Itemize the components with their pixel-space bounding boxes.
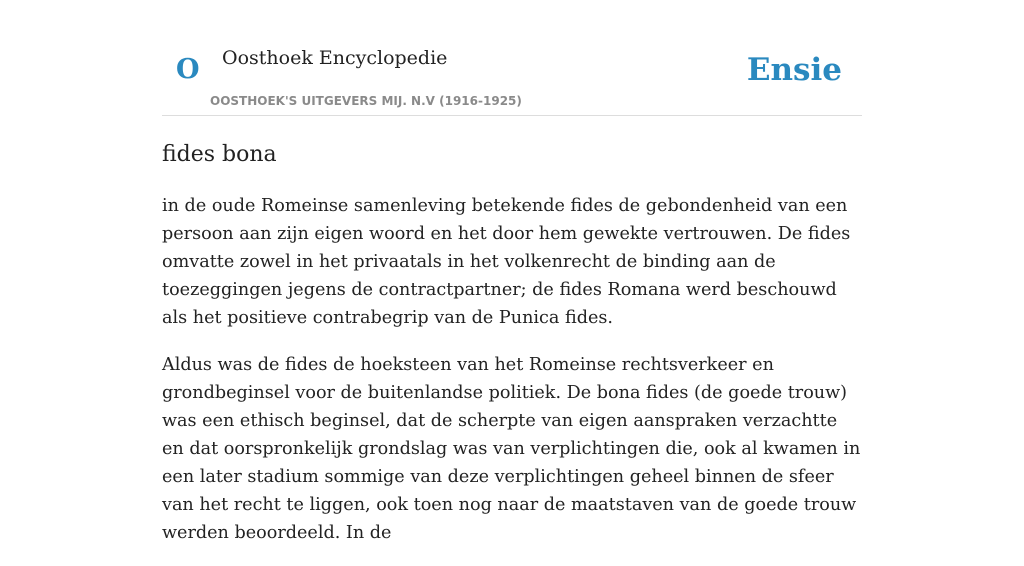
entry-body: [162, 192, 862, 566]
source-title[interactable]: Oosthoek Encyclopedie: [222, 47, 448, 69]
brand-logo[interactable]: Ensie: [746, 52, 842, 88]
paragraph: Aldus was de fides de hoeksteen van het Romeinse rechtsverkeer en grondbeginsel voor de buitenlandse politiek. De bona fides (de goede trouw) was een ethisch beginsel, dat de scherpte van eigen aanspraken verzachtte en dat oorspronkelijk grondslag was van verplichtingen die, ook al kwamen in een later stadium sommige van deze verplichtingen geheel binnen de sfeer van het recht te liggen, ook toen nog naar de maatstaven van de goede trouw werden beoordeeld. In de: [162, 355, 861, 543]
source-subtitle: OOSTHOEK'S UITGEVERS MIJ. N.V (1916-1925): [210, 94, 522, 108]
source-header: [162, 0, 862, 116]
source-logo[interactable]: O: [176, 54, 200, 85]
entry-title: fides bona: [162, 142, 277, 167]
paragraph: in de oude Romeinse samenleving betekende fides de gebondenheid van een persoon aan zijn eigen woord en het door hem gewekte vertrouwen. De fides omvatte zowel in het privaatals in het volkenrecht de binding aan de toezeggingen jegens de contractpartner; de fides Romana werd beschouwd als het positieve contrabegrip van de Punica fides.: [162, 196, 851, 328]
article: [162, 0, 862, 543]
